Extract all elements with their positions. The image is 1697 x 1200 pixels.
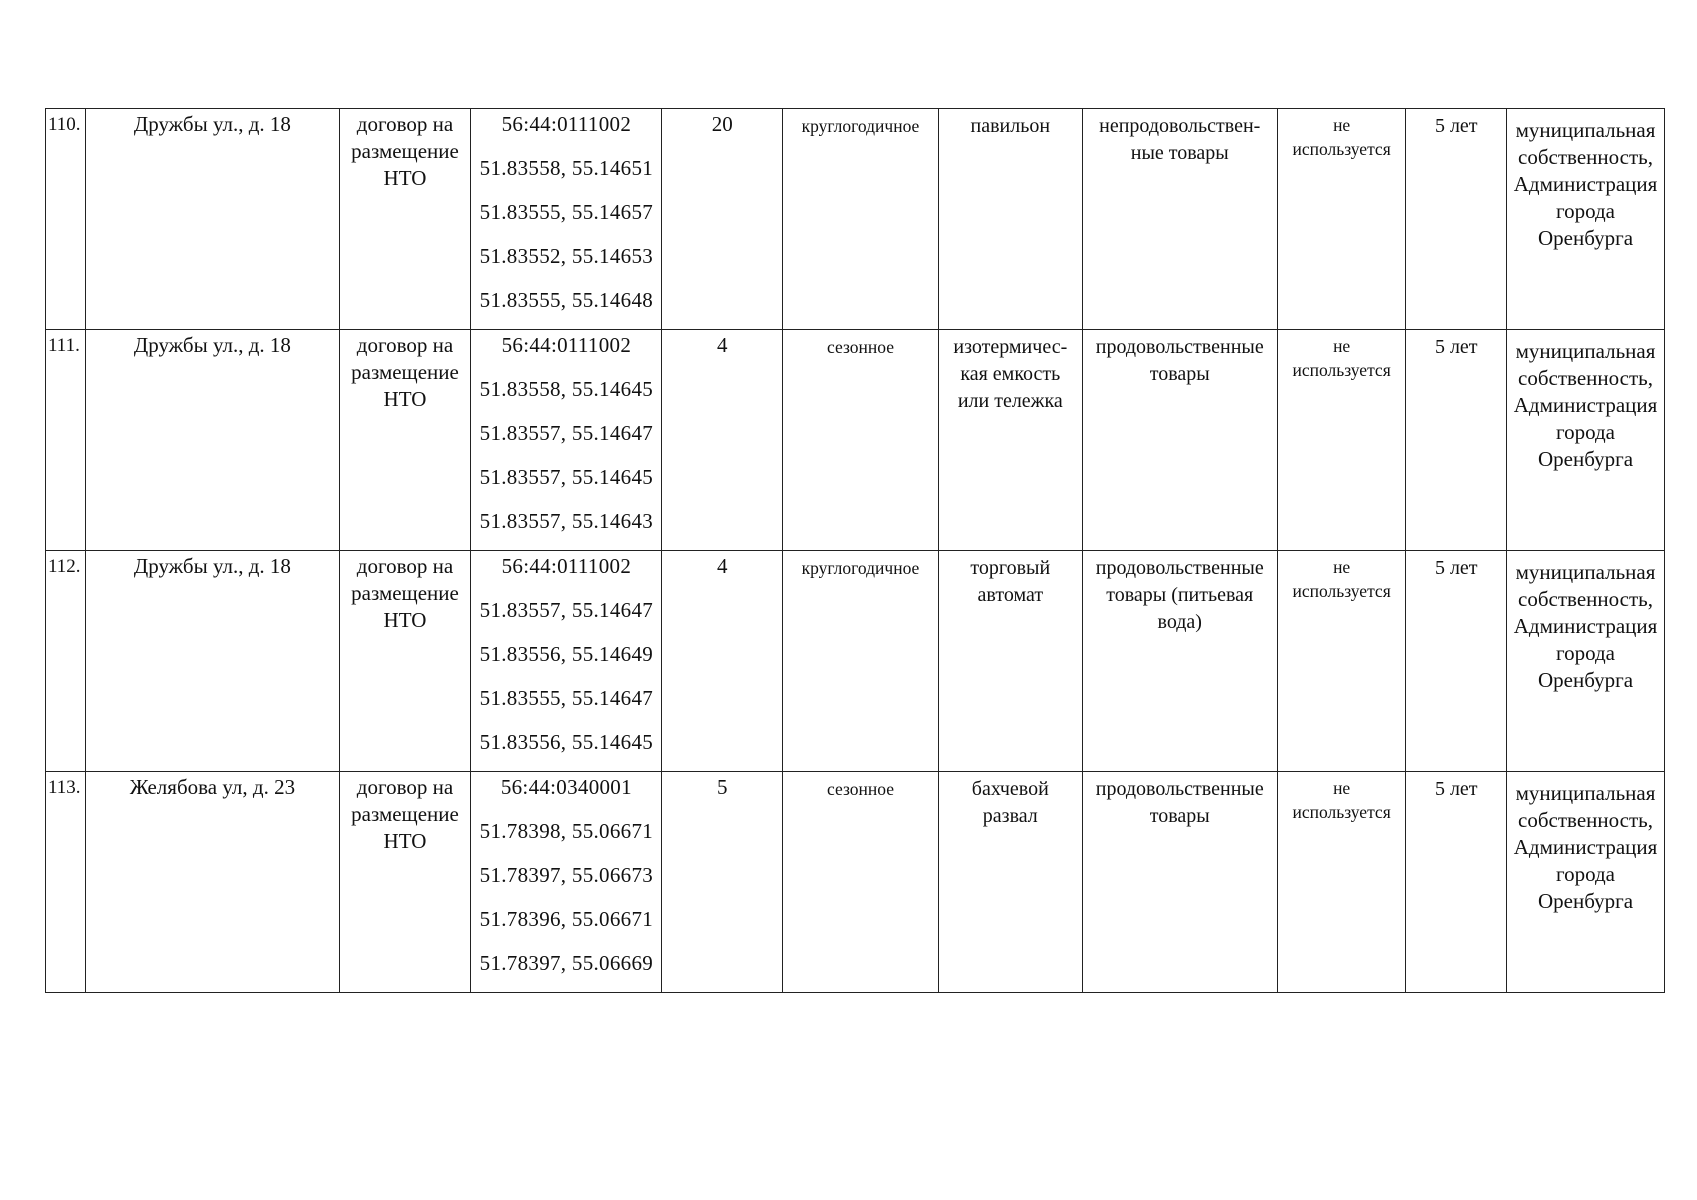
owner-line: Администрация xyxy=(1513,172,1658,196)
object-type-cell xyxy=(938,772,1082,993)
specialization-cell xyxy=(1082,551,1277,772)
basis-line: размещение xyxy=(351,139,459,163)
table-row xyxy=(46,551,1665,772)
specialization-line: продовольственные xyxy=(1095,336,1264,358)
term-cell: 5 лет xyxy=(1406,330,1507,551)
area-cell: 5 xyxy=(662,772,783,993)
basis-line: договор на xyxy=(356,775,454,799)
specialization-cell xyxy=(1082,772,1277,993)
owner-cell xyxy=(1507,109,1665,330)
owner-line: собственность, xyxy=(1518,145,1653,169)
coordinate-line: 51.78398, 55.06671 xyxy=(479,819,654,843)
coordinate-line: 51.83557, 55.14647 xyxy=(479,421,654,445)
coordinate-line: 51.83557, 55.14645 xyxy=(479,465,654,489)
specialization-line: продовольственные xyxy=(1095,778,1264,800)
row-number-cell: 112. xyxy=(46,551,86,772)
specialization-line: товары xyxy=(1149,363,1210,385)
basis-line: договор на xyxy=(356,112,454,136)
object-type-cell xyxy=(938,330,1082,551)
coordinate-line: 51.83556, 55.14645 xyxy=(479,730,654,754)
usage-cell xyxy=(1277,330,1406,551)
owner-line: Оренбурга xyxy=(1537,668,1634,692)
coordinate-line: 51.78397, 55.06669 xyxy=(479,951,654,975)
owner-line: Оренбурга xyxy=(1537,226,1634,250)
term-cell: 5 лет xyxy=(1406,772,1507,993)
coordinate-line: 56:44:0111002 xyxy=(501,112,632,136)
coordinate-line: 51.78397, 55.06673 xyxy=(479,863,654,887)
basis-line: размещение xyxy=(351,581,459,605)
owner-line: собственность, xyxy=(1518,808,1653,832)
table-body xyxy=(46,109,1665,993)
usage-line: не xyxy=(1333,115,1351,135)
term-cell: 5 лет xyxy=(1406,109,1507,330)
coordinates-cell xyxy=(471,772,662,993)
coordinate-line: 51.83552, 55.14653 xyxy=(479,244,654,268)
address-cell: Дружбы ул., д. 18 xyxy=(86,551,339,772)
basis-line: договор на xyxy=(356,333,454,357)
object-type-cell xyxy=(938,109,1082,330)
object-type-line: или тележка xyxy=(957,390,1063,412)
area-cell: 4 xyxy=(662,551,783,772)
row-number-cell: 113. xyxy=(46,772,86,993)
coordinate-line: 51.83555, 55.14657 xyxy=(479,200,654,224)
basis-cell xyxy=(339,330,471,551)
basis-cell xyxy=(339,551,471,772)
owner-cell xyxy=(1507,330,1665,551)
area-cell: 20 xyxy=(662,109,783,330)
object-type-cell xyxy=(938,551,1082,772)
object-type-line: торговый xyxy=(970,557,1051,579)
specialization-line: товары xyxy=(1149,805,1210,827)
owner-line: Оренбурга xyxy=(1537,447,1634,471)
object-type-line: павильон xyxy=(970,115,1051,137)
coordinates-cell xyxy=(471,551,662,772)
address-cell: Дружбы ул., д. 18 xyxy=(86,330,339,551)
usage-line: используется xyxy=(1292,581,1391,601)
specialization-line: непродовольствен- xyxy=(1099,115,1261,137)
owner-cell xyxy=(1507,772,1665,993)
owner-cell xyxy=(1507,551,1665,772)
object-type-line: изотермичес- xyxy=(953,336,1068,358)
owner-line: Администрация xyxy=(1513,393,1658,417)
owner-line: города xyxy=(1556,199,1616,223)
object-type-line: кая емкость xyxy=(960,363,1061,385)
coordinate-line: 51.83557, 55.14647 xyxy=(479,598,654,622)
usage-cell xyxy=(1277,551,1406,772)
basis-line: НТО xyxy=(383,608,427,632)
basis-cell xyxy=(339,772,471,993)
table-row xyxy=(46,330,1665,551)
coordinate-line: 51.83556, 55.14649 xyxy=(479,642,654,666)
coordinate-line: 51.83558, 55.14651 xyxy=(479,156,654,180)
specialization-line: продовольственные xyxy=(1095,557,1264,579)
address-cell: Дружбы ул., д. 18 xyxy=(86,109,339,330)
usage-cell xyxy=(1277,772,1406,993)
table-row xyxy=(46,109,1665,330)
specialization-line: вода) xyxy=(1157,611,1202,633)
coordinate-line: 51.83557, 55.14643 xyxy=(479,509,654,533)
object-type-line: автомат xyxy=(977,584,1044,606)
usage-line: не xyxy=(1333,778,1351,798)
coordinate-line: 51.78396, 55.06671 xyxy=(479,907,654,931)
usage-line: не xyxy=(1333,336,1351,356)
period-cell: круглогодичное xyxy=(783,109,939,330)
owner-line: Администрация xyxy=(1513,614,1658,638)
address-cell: Желябова ул, д. 23 xyxy=(86,772,339,993)
basis-line: размещение xyxy=(351,360,459,384)
coordinate-line: 51.83555, 55.14648 xyxy=(479,288,654,312)
usage-line: используется xyxy=(1292,360,1391,380)
owner-line: собственность, xyxy=(1518,366,1653,390)
basis-line: НТО xyxy=(383,387,427,411)
coordinate-line: 51.83558, 55.14645 xyxy=(479,377,654,401)
usage-line: используется xyxy=(1292,802,1391,822)
nto-placement-table xyxy=(45,108,1665,993)
owner-line: муниципальная xyxy=(1515,118,1656,142)
owner-line: собственность, xyxy=(1518,587,1653,611)
period-cell: сезонное xyxy=(783,330,939,551)
object-type-line: бахчевой xyxy=(971,778,1049,800)
specialization-line: товары (питьевая xyxy=(1106,584,1254,606)
specialization-line: ные товары xyxy=(1130,142,1229,164)
coordinate-line: 56:44:0111002 xyxy=(501,333,632,357)
owner-line: города xyxy=(1556,420,1616,444)
period-cell: сезонное xyxy=(783,772,939,993)
coordinate-line: 51.83555, 55.14647 xyxy=(479,686,654,710)
coordinate-line: 56:44:0111002 xyxy=(501,554,632,578)
owner-line: муниципальная xyxy=(1515,339,1656,363)
basis-line: НТО xyxy=(383,166,427,190)
usage-line: используется xyxy=(1292,139,1391,159)
row-number-cell: 111. xyxy=(46,330,86,551)
usage-line: не xyxy=(1333,557,1351,577)
owner-line: муниципальная xyxy=(1515,781,1656,805)
basis-cell xyxy=(339,109,471,330)
owner-line: муниципальная xyxy=(1515,560,1656,584)
basis-line: договор на xyxy=(356,554,454,578)
row-number-cell: 110. xyxy=(46,109,86,330)
usage-cell xyxy=(1277,109,1406,330)
owner-line: города xyxy=(1556,641,1616,665)
owner-line: Администрация xyxy=(1513,835,1658,859)
owner-line: города xyxy=(1556,862,1616,886)
coordinate-line: 56:44:0340001 xyxy=(500,775,632,799)
table-row xyxy=(46,772,1665,993)
owner-line: Оренбурга xyxy=(1537,889,1634,913)
coordinates-cell xyxy=(471,109,662,330)
basis-line: НТО xyxy=(383,829,427,853)
specialization-cell xyxy=(1082,109,1277,330)
period-cell: круглогодичное xyxy=(783,551,939,772)
term-cell: 5 лет xyxy=(1406,551,1507,772)
area-cell: 4 xyxy=(662,330,783,551)
specialization-cell xyxy=(1082,330,1277,551)
coordinates-cell xyxy=(471,330,662,551)
object-type-line: развал xyxy=(982,805,1038,827)
basis-line: размещение xyxy=(351,802,459,826)
